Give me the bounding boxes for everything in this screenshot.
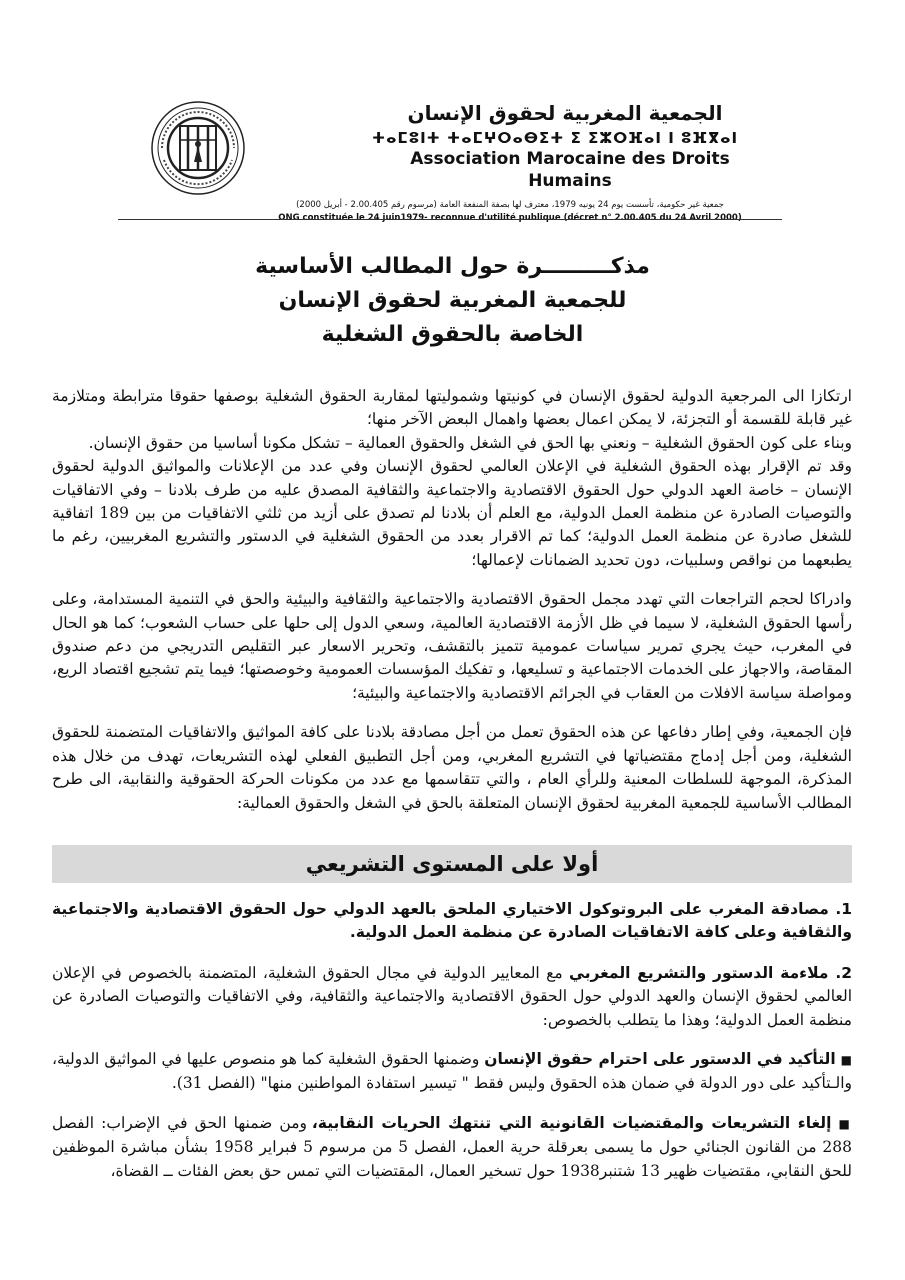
section-heading: أولا على المستوى التشريعي — [305, 852, 599, 876]
association-name-french: Association Marocaine des Droits Humains — [410, 149, 730, 191]
item-2-bold: ملاءمة الدستور والتشريع المغربي — [569, 964, 829, 982]
title-line-3: الخاصة بالحقوق الشغلية — [321, 322, 584, 347]
intro-paragraph-3: وقد تم الإقرار بهذه الحقوق الشغلية في الإعلان العالمي لحقوق الإنسان وفي عدد من الإعلانات والمواثيق الدولية لحقوق الإنسان – خاصة العهد الدولي حول الحقوق الاقتصادية والاجتماعية والثقافية المصدق عليه من طرف بلادنا – وفي الاتفاقيات والتوصيات الصادرة عن منظمة العمل الدولية، مع العلم أن بلادنا لم تصدق على أزيد من ثلثي الاتفاقيات من بين 189 اتفاقية للشغل صادرة عن منظمة العمل الدولية؛ كما تم الاقرار بعدد من الحقوق الشغلية في الدستور والتشريع المغربيين، رغم ما يطبعهما من نواقص وسلبيات، دون تحديد الضمانات لإعمالها؛ — [52, 457, 853, 569]
bullet-2-text: ومن ضمنها الحق في الإضراب: الفصل 288 من القانون الجنائي حول ما يسمى بعرقلة حرية العمل، الفصل 5 من مرسوم 5 فبراير 1958 بشأن مباشرة الموظفين للحق النقابي، مقتضيات ظهير 13 شتنبر1938 حول تسخير العمال، المقتضيات التي تمس حق بعض الفئات ــ القضاة، — [52, 1114, 853, 1180]
memo-title — [180, 250, 725, 352]
header-divider — [118, 219, 782, 220]
letterhead — [250, 100, 770, 225]
demand-item-1 — [52, 898, 852, 945]
bullet-item-1 — [52, 1048, 852, 1096]
title-line-1: مذكـــــــــرة حول المطالب الأساسية — [255, 254, 650, 279]
legal-status-french: ONG constituée le 24 juin1979- reconnue d'utilité publique (décret n° 2.00.405 du 24 Avril 2000) — [278, 213, 742, 223]
association-name-tifinagh: ⵜⴰⵎⵓⵏⵜ ⵜⴰⵎⵖⵔⴰⴱⵉⵜ ⵉ ⵉⵣⵔⴼⴰⵏ ⵏ ⵓⴼⴳⴰⵏ — [371, 129, 739, 147]
association-name-arabic: الجمعية المغربية لحقوق الإنسان — [407, 101, 723, 125]
item-1-text: مصادقة المغرب على البروتوكول الاختياري الملحق بالعهد الدولي حول الحقوق الاقتصادية والاجتماعية والثقافية وعلى كافة الاتفاقيات الصادرة عن منظمة العمل الدولية. — [52, 900, 852, 942]
bullet-1-bold: التأكيد في الدستور على احترام حقوق الإنسان — [484, 1050, 836, 1068]
association-logo — [150, 100, 246, 196]
bullet-2-bold: إلغاء التشريعات والمقتضيات القانونية التي تنتهك الحريات النقابية، — [311, 1114, 832, 1132]
item-1-number: 1. — [835, 900, 852, 918]
square-bullet-icon: ■ — [838, 1117, 852, 1131]
bullet-item-2 — [52, 1112, 852, 1183]
intro-paragraph-1: ارتكازا الى المرجعية الدولية لحقوق الإنسان في كونيتها وشموليتها لمقاربة الحقوق الشغلية بوصفها حقوقا مترابطة ومتلازمة غير قابلة للقسمة أو التجزئة، لا يمكن اعمال بعضها واهمال البعض الآخر منها؛ — [52, 387, 852, 429]
title-line-2: للجمعية المغربية لحقوق الإنسان — [278, 288, 627, 313]
legal-status-arabic: جمعية غير حكومية، تأسست يوم 24 يونيه 1979، معترف لها بصفة المنفعة العامة (مرسوم رقم 2.00.405 - أبريل 2000) — [296, 200, 724, 210]
intro-paragraph-5: فإن الجمعية، وفي إطار دفاعها عن هذه الحقوق تعمل من أجل مصادقة بلادنا على كافة المواثيق والاتفاقيات المتضمنة للحقوق الشغلية، ومن أجل إدماج مقتضياتها في التشريع المغربي، ومن أجل التطبيق الفعلي لهذه التشريعات، تهدف من خلال هذه المذكرة، الموجهة للسلطات المعنية وللرأي العام ، والتي تتقاسمها مع عدد من مكونات الحركة الحقوقية والنقابية، الى طرح المطالب الأساسية للجمعية المغربية لحقوق الإنسان المتعلقة بالحق في الشغل والحقوق العمالية: — [52, 723, 852, 812]
intro-paragraph-4: وادراكا لحجم التراجعات التي تهدد مجمل الحقوق الاقتصادية والاجتماعية والثقافية والبيئية والحق في التنمية المستدامة، وعلى رأسها الحقوق الشغلية، لا سيما في ظل الأزمة الاقتصادية العالمية، وسعي الدول إلى حلها على حساب الشعوب؛ كما هو الحال في المغرب، حيث يجري تمرير سياسات عمومية تتميز بالتقشف، وتحرير الاسعار عبر التقليص التدريجي من دعم صندوق المقاصة، والاجهاز على الخدمات الاجتماعية و تسليعها، و تفكيك المؤسسات العمومية وخوصصتها؛ فيما يتم تشجيع اقتصاد الريع، ومواصلة سياسة الافلات من العقاب في الجرائم الاقتصادية والاجتماعية والبيئية؛ — [52, 590, 852, 702]
item-2-number: 2. — [835, 964, 852, 982]
demand-item-2 — [52, 962, 852, 1032]
bullet-1-text: وضمنها الحقوق الشغلية كما هو منصوص عليها في المواثيق الدولية، والـتأكيد على دور الدولة في ضمان هذه الحقوق وليس فقط " تيسير استفادة المواطنين منها" (الفصل 31). — [52, 1050, 852, 1093]
intro-paragraph-2: وبناء على كون الحقوق الشغلية – ونعني بها الحق في الشغل والحقوق العمالية – تشكل مكونا أساسيا من حقوق الإنسان. — [88, 433, 852, 452]
square-bullet-icon: ■ — [840, 1053, 852, 1067]
intro-section — [52, 385, 852, 815]
item-2-text: مع المعايير الدولية في مجال الحقوق الشغلية، المتضمنة بالخصوص في الإعلان العالمي لحقوق الإنسان والعهد الدولي حول الحقوق الاقتصادية والاجتماعية والثقافية، وفي الاتفاقيات والتوصيات الصادرة عن منظمة العمل الدولية؛ وهذا ما يتطلب بالخصوص: — [52, 964, 852, 1029]
